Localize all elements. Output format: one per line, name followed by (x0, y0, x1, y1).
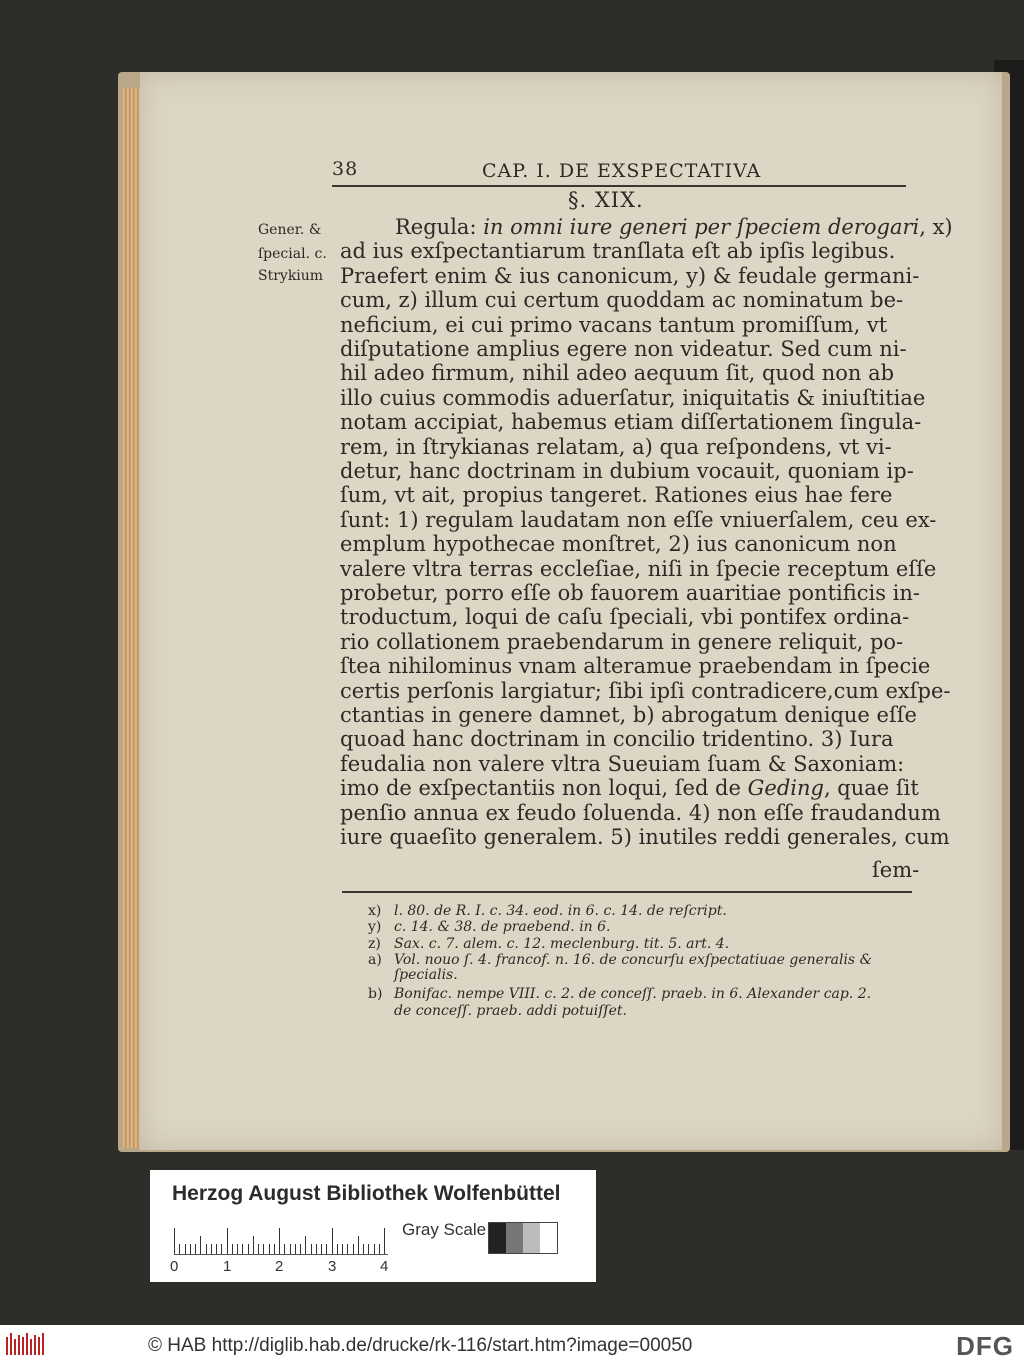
text-run: penſio annua ex feudo ſoluenda. 4) non eſſe fraudandum (340, 801, 941, 825)
footnote-text: Vol. nouo ſ. 4. francof. n. 16. de concurſu exſpectatiuae generalis & (394, 952, 873, 968)
ruler-number: 3 (328, 1258, 337, 1275)
text-run: emplum hypothecae monſtret, 2) ius canonicum non (340, 532, 897, 556)
margin-note: Gener. & (258, 222, 322, 238)
body-line (340, 532, 897, 556)
footnote-mark: a) (368, 952, 382, 968)
ruler-tick (248, 1244, 249, 1254)
ruler-tick (316, 1244, 317, 1254)
color-target-card (150, 1170, 596, 1282)
measurement-ruler (174, 1226, 388, 1255)
margin-note: Strykium (258, 268, 324, 284)
running-head: CAP. I. DE EXSPECTATIVA (482, 160, 762, 182)
ruler-tick (221, 1244, 222, 1254)
dfg-logo: DFG (956, 1331, 1014, 1361)
ruler-number: 2 (275, 1258, 284, 1275)
text-run: rem, in ſtrykianas relatam, a) qua reſpondens, vt vi- (340, 435, 892, 459)
text-run: detur, hanc doctrinam in dubium vocauit, quoniam ip- (340, 459, 914, 483)
footnote-text: c. 14. & 38. de praebend. in 6. (394, 919, 611, 935)
ruler-tick (332, 1228, 333, 1254)
body-line (340, 825, 950, 849)
body-line (340, 459, 914, 483)
ruler-tick (368, 1244, 369, 1254)
ruler-tick (342, 1244, 343, 1254)
footnote-line (368, 1003, 627, 1019)
ruler-tick (379, 1244, 380, 1254)
margin-note: ſpecial. c. (258, 246, 327, 262)
text-run: troductum, loqui de caſu ſpeciali, vbi pontifex ordina- (340, 605, 910, 629)
italic-text: Geding (747, 776, 824, 800)
body-line (340, 630, 903, 654)
ruler-number: 4 (380, 1258, 389, 1275)
footnote-text: ſpecialis. (394, 967, 458, 983)
ruler-tick (227, 1228, 228, 1254)
text-run: , x) (919, 215, 953, 239)
footnote-line (368, 936, 729, 952)
ruler-tick (174, 1228, 175, 1254)
text-run: certis perſonis largiatur; ſibi ipſi contradicere,cum exſpe- (340, 679, 951, 703)
footnote-mark: y) (368, 919, 382, 935)
footer-bar (0, 1325, 1024, 1366)
body-line (340, 654, 930, 678)
ruler-tick (384, 1228, 385, 1254)
ruler-tick (311, 1244, 312, 1254)
ruler-tick (195, 1244, 196, 1254)
text-run: valere vltra terras eccleſiae, niſi in ſpecie receptum eſſe (340, 557, 937, 581)
hab-barcode-logo-icon (6, 1333, 46, 1357)
text-run: neficium, ei cui primo vacans tantum promiſſum, vt (340, 313, 888, 337)
footnote-line (368, 986, 871, 1002)
ruler-tick (284, 1244, 285, 1254)
text-run: ad ius exſpectantiarum tranſlata eſt ab ipſis legibus. (340, 239, 896, 263)
body-line (340, 679, 951, 703)
footnote-line (368, 967, 458, 983)
text-run: notam accipiat, habemus etiam diſſertationem ſingula- (340, 410, 922, 434)
text-run: ſum, vt ait, propius tangeret. Rationes eius hae fere (340, 483, 893, 507)
ruler-tick (337, 1244, 338, 1254)
body-line (340, 752, 904, 776)
text-run: ctantias in genere damnet, b) abrogatum denique eſſe (340, 703, 917, 727)
ruler-tick (374, 1244, 375, 1254)
footnote-mark: b) (368, 986, 383, 1002)
body-line (340, 435, 892, 459)
library-name: Herzog August Bibliothek Wolfenbüttel (172, 1182, 561, 1205)
body-line (340, 239, 895, 263)
gray-scale-patches (488, 1222, 558, 1254)
ruler-tick (211, 1244, 212, 1254)
ruler-tick (279, 1228, 280, 1254)
ruler-tick (295, 1244, 296, 1254)
text-run: ſunt: 1) regulam laudatam non eſſe vniuerſalem, ceu ex- (340, 508, 937, 532)
body-line (340, 605, 909, 629)
text-run: imo de exſpectantiis non loqui, ſed de (340, 776, 748, 800)
ruler-tick (263, 1244, 264, 1254)
footnote-mark: z) (368, 936, 381, 952)
body-line (340, 313, 887, 337)
ruler-tick (185, 1244, 186, 1254)
body-line (340, 264, 919, 288)
ruler-number: 0 (170, 1258, 179, 1275)
footnote-line (368, 919, 611, 935)
footnote-text: Sax. c. 7. alem. c. 12. meclenburg. tit. 5. art. 4. (394, 936, 730, 952)
copyright-link[interactable]: © HAB http://diglib.hab.de/drucke/rk-116/start.htm?image=00050 (148, 1335, 693, 1356)
text-run: cum, z) illum cui certum quoddam ac nominatum be- (340, 288, 904, 312)
ruler-tick (179, 1244, 180, 1254)
gray-scale-label: Gray Scale (402, 1220, 487, 1239)
body-line (340, 483, 892, 507)
text-run: quoad hanc doctrinam in concilio tridentino. 3) Iura (340, 727, 894, 751)
ruler-tick (274, 1244, 275, 1254)
ruler-tick (232, 1244, 233, 1254)
footnote-line (368, 952, 872, 968)
ruler-tick (326, 1244, 327, 1254)
body-line (340, 337, 907, 361)
footnote-text: de conceſſ. praeb. addi potuiſſet. (394, 1003, 627, 1019)
ruler-tick (358, 1236, 359, 1254)
text-run: iure quaeſito generalem. 5) inutiles reddi generales, cum (340, 825, 950, 849)
ruler-tick (258, 1244, 259, 1254)
footnote-text: l. 80. de R. I. c. 34. eod. in 6. c. 14. de reſcript. (394, 903, 727, 919)
book-page (140, 72, 1002, 1150)
ruler-tick (253, 1236, 254, 1254)
text-run: hil adeo firmum, nihil adeo aequum ſit, quod non ab (340, 361, 895, 385)
footnote-rule (342, 891, 912, 893)
text-run: probetur, porro eſſe ob fauorem auaritiae pontificis in- (340, 581, 921, 605)
ruler-tick (206, 1244, 207, 1254)
body-line (395, 215, 953, 239)
ruler-tick (353, 1244, 354, 1254)
ruler-tick (363, 1244, 364, 1254)
body-line (340, 386, 925, 410)
body-line (340, 288, 903, 312)
body-line (340, 727, 894, 751)
text-run: feudalia non valere vltra Sueuiam ſuam & Saxoniam: (340, 752, 905, 776)
body-line (340, 508, 936, 532)
body-line (340, 776, 919, 800)
text-run: rio collationem praebendarum in genere reliquit, po- (340, 630, 904, 654)
text-run: illo cuius commodis aduerſatur, iniquitatis & iniuſtitiae (340, 386, 926, 410)
text-run: , quae ſit (823, 776, 919, 800)
body-line (340, 410, 921, 434)
ruler-number: 1 (223, 1258, 232, 1275)
text-run: diſputatione amplius egere non videatur. Sed cum ni- (340, 337, 907, 361)
footnote-line (368, 903, 727, 919)
ruler-tick (321, 1244, 322, 1254)
ruler-tick (269, 1244, 270, 1254)
page-number: 38 (332, 158, 359, 180)
ruler-tick (290, 1244, 291, 1254)
catchword: ſem- (872, 858, 920, 882)
ruler-tick (305, 1236, 306, 1254)
ruler-tick (300, 1244, 301, 1254)
text-run: Regula: (395, 215, 484, 239)
section-heading: §. XIX. (568, 188, 644, 212)
body-line (340, 581, 920, 605)
body-line (340, 703, 917, 727)
head-rule (332, 185, 906, 187)
italic-text: in omni iure generi per ſpeciem derogari (483, 215, 920, 239)
body-line (340, 801, 941, 825)
ruler-tick (190, 1244, 191, 1254)
ruler-tick (216, 1244, 217, 1254)
ruler-tick (200, 1236, 201, 1254)
footnote-mark: x) (368, 903, 382, 919)
footnote-text: Bonifac. nempe VIII. c. 2. de conceſſ. praeb. in 6. Alexander cap. 2. (394, 986, 872, 1002)
ruler-tick (242, 1244, 243, 1254)
body-line (340, 557, 936, 581)
text-run: ſtea nihilominus vnam alteramue praebendam in ſpecie (340, 654, 931, 678)
ruler-tick (347, 1244, 348, 1254)
text-run: Praefert enim & ius canonicum, y) & feudale germani- (340, 264, 920, 288)
body-line (340, 361, 894, 385)
ruler-tick (237, 1244, 238, 1254)
